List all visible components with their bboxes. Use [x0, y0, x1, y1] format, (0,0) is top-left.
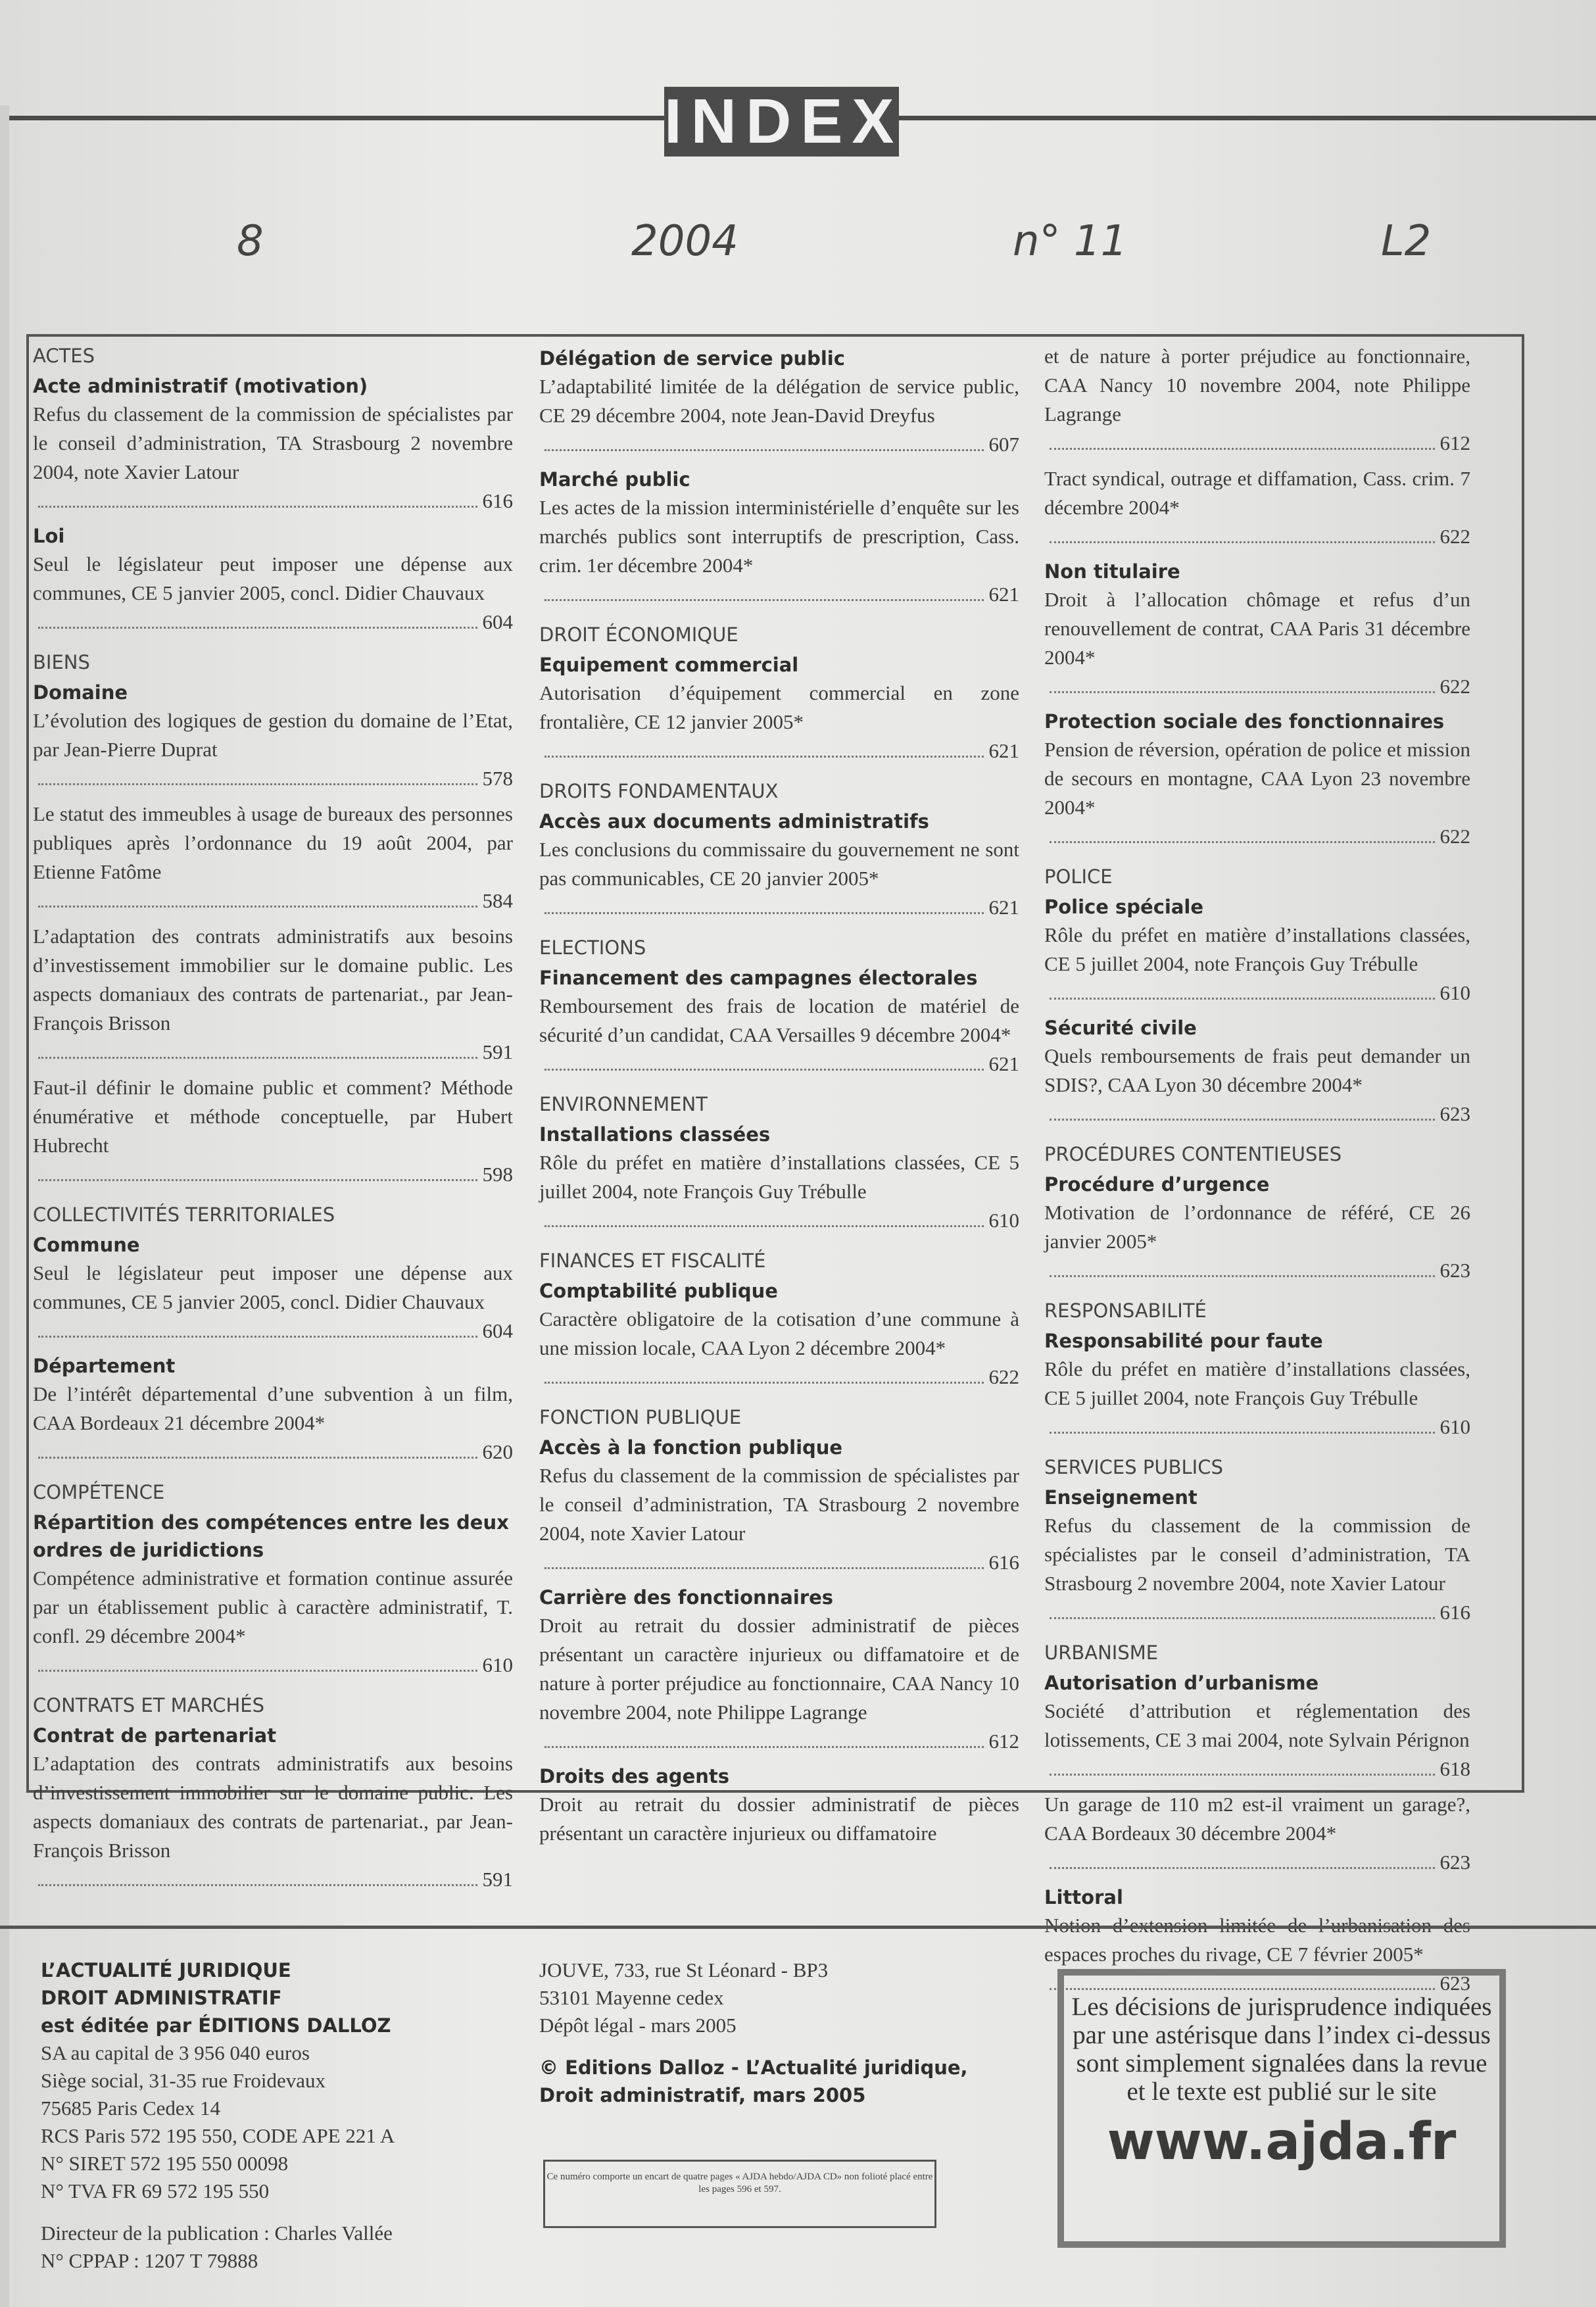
index-entry-text: Les actes de la mission interministérielle d’enquête sur les marchés publics sont interruptifs de prescription, Cass. crim. 1er décembre 2004*	[539, 496, 1019, 577]
index-subheading: Littoral	[1044, 1886, 1123, 1908]
index-subheading: Equipement commercial	[539, 654, 799, 676]
index-entry-text: Société d’attribution et réglementation des lotissements, CE 3 mai 2004, note Sylvain Pérignon	[1044, 1699, 1470, 1751]
index-column-1	[33, 342, 513, 1901]
index-entry-page-line	[539, 1548, 1019, 1577]
index-entry-text: Droit au retrait du dossier administratif de pièces présentant un caractère injurieux ou diffamatoire	[539, 1793, 1019, 1845]
index-entry-page-line	[33, 764, 513, 793]
index-subheading: Domaine	[33, 681, 128, 704]
index-entry-page-number: 604	[482, 1319, 513, 1342]
index-entry-page-number: 623	[1439, 1851, 1470, 1874]
index-entry-page-line	[33, 608, 513, 637]
index-section-heading: RESPONSABILITÉ	[1044, 1299, 1207, 1322]
index-entry-page-number: 616	[1439, 1601, 1470, 1624]
dot-leader	[38, 506, 477, 508]
index-entry-text: L’évolution des logiques de gestion du domaine de l’Etat, par Jean-Pierre Duprat	[33, 709, 513, 761]
index-entry-text: Compétence administrative et formation continue assurée par un établissement public à caractère administratif, T. confl. 29 décembre 2004*	[33, 1566, 513, 1647]
index-entry-text: Rôle du préfet en matière d’installations classées, CE 5 juillet 2004, note François Guy Trébulle	[539, 1151, 1019, 1203]
index-entry-page-line	[539, 430, 1019, 459]
index-entry-text: Seul le législateur peut imposer une dépense aux communes, CE 5 janvier 2005, concl. Didier Chauvaux	[33, 552, 513, 604]
dot-leader	[38, 906, 477, 908]
index-section-heading: URBANISME	[1044, 1641, 1159, 1664]
handwritten-note-4: L2	[1381, 217, 1432, 266]
dot-leader	[544, 449, 984, 451]
index-entry-page-number: 598	[482, 1163, 513, 1186]
index-entry-page-number: 612	[1439, 431, 1470, 454]
index-section-heading: PROCÉDURES CONTENTIEUSES	[1044, 1143, 1342, 1165]
index-entry-text: Tract syndical, outrage et diffamation, Cass. crim. 7 décembre 2004*	[1044, 467, 1470, 519]
index-entry-page-number: 616	[482, 489, 513, 512]
index-entry	[33, 1259, 513, 1346]
index-entry-page-line	[1044, 1413, 1470, 1442]
dot-leader	[544, 1382, 984, 1384]
index-subheading: Enseignement	[1044, 1486, 1197, 1509]
index-entry-page-number: 610	[988, 1209, 1019, 1232]
ajda-website-message: Les décisions de jurisprudence indiquées par une astérisque dans l’index ci-dessus sont simplement signalées dans la revue et le texte est publié sur le site	[1071, 1993, 1492, 2106]
dot-leader	[38, 1670, 477, 1672]
index-subheading: Acte administratif (motivation)	[33, 375, 368, 397]
index-entry-page-number: 620	[482, 1440, 513, 1463]
index-entry	[33, 1749, 513, 1894]
index-entry	[1044, 1355, 1470, 1442]
dot-leader	[1050, 998, 1435, 1000]
index-section-heading: SERVICES PUBLICS	[1044, 1456, 1223, 1478]
index-entry-page-line	[1044, 1256, 1470, 1285]
index-entry	[1044, 585, 1470, 701]
index-entry-text: L’adaptation des contrats administratifs aux besoins d’investissement immobilier sur le domaine public. Les aspects domaniaux des contrats de partenariat., par Jean-François Brisson	[33, 925, 513, 1034]
index-subheading: Procédure d’urgence	[1044, 1173, 1270, 1196]
index-entry-page-line	[539, 580, 1019, 609]
index-entry-page-number: 621	[988, 896, 1019, 919]
index-entry	[1044, 1697, 1470, 1784]
index-entry-text: Quels remboursements de frais peut demander un SDIS?, CAA Lyon 30 décembre 2004*	[1044, 1044, 1470, 1096]
index-column-2	[539, 342, 1019, 1855]
publisher-detail-line: SA au capital de 3 956 040 euros	[41, 2041, 310, 2064]
dot-leader	[544, 1069, 984, 1071]
index-entry	[33, 706, 513, 793]
index-subheading: Département	[33, 1355, 176, 1377]
director-line: Directeur de la publication : Charles Vallée	[41, 2222, 393, 2245]
index-entry-page-number: 623	[1439, 1972, 1470, 1995]
index-subheading: Responsabilité pour faute	[1044, 1330, 1323, 1352]
index-subheading: Financement des campagnes électorales	[539, 967, 978, 989]
index-entry	[1044, 921, 1470, 1008]
index-entry-page-line	[33, 1160, 513, 1189]
index-subheading: Comptabilité publique	[539, 1280, 778, 1302]
dot-leader	[38, 783, 477, 785]
index-entry	[33, 1564, 513, 1680]
index-subheading: Accès aux documents administratifs	[539, 810, 929, 833]
index-subheading: Répartition des compétences entre les deux ordres de juridictions	[33, 1511, 509, 1561]
index-section-heading: FINANCES ET FISCALITÉ	[539, 1250, 766, 1272]
dot-leader	[544, 599, 984, 601]
index-entry-page-line	[1044, 1100, 1470, 1129]
publisher-detail-line: N° SIRET 572 195 550 00098	[41, 2152, 289, 2175]
index-entry	[1044, 1198, 1470, 1285]
publisher-name-line: DROIT ADMINISTRATIF	[41, 1987, 282, 2009]
index-entry-text: Rôle du préfet en matière d’installations classées, CE 5 juillet 2004, note François Guy Trébulle	[1044, 923, 1470, 975]
index-entry-page-number: 622	[988, 1365, 1019, 1388]
dot-leader	[544, 756, 984, 758]
index-entry-page-line	[1044, 1848, 1470, 1877]
dot-leader	[38, 627, 477, 629]
index-entry-page-line	[1044, 429, 1470, 458]
index-subheading: Police spéciale	[1044, 896, 1204, 918]
index-entry-page-number: 578	[482, 767, 513, 790]
printer-info	[539, 1956, 1013, 2109]
footer-rule	[0, 1926, 1596, 1929]
index-entry	[33, 550, 513, 637]
index-entry-text: Pension de réversion, opération de police et mission de secours en montagne, CAA Lyon 23 novembre 2004*	[1044, 738, 1470, 819]
index-entry-page-number: 621	[988, 739, 1019, 762]
index-entry	[1044, 1511, 1470, 1627]
index-entry-page-line	[33, 1438, 513, 1467]
index-entry-page-line	[1044, 979, 1470, 1008]
index-entry-page-number: 610	[1439, 1415, 1470, 1438]
index-entry	[539, 1148, 1019, 1235]
insert-note-box	[543, 2160, 936, 2228]
index-entry-page-line	[539, 737, 1019, 765]
index-section-heading: BIENS	[33, 651, 90, 673]
ajda-website-url[interactable]: www.ajda.fr	[1107, 2112, 1457, 2172]
index-entry-text: espaces proches du rivage, CE 7 février 2005*	[1044, 1943, 1424, 1966]
cppap-line: N° CPPAP : 1207 T 79888	[41, 2249, 258, 2272]
index-entry-text: et de nature à porter préjudice au fonctionnaire, CAA Nancy 10 novembre 2004, note Philippe Lagrange	[1044, 345, 1470, 425]
index-entry	[33, 922, 513, 1067]
index-entry	[33, 800, 513, 915]
handwritten-note-2: 2004	[631, 217, 738, 266]
index-entry-page-line	[1044, 1598, 1470, 1627]
dot-leader	[1050, 1119, 1435, 1121]
index-entry-text: Refus du classement de la commission de spécialistes par le conseil d’administration, TA Strasbourg 2 novembre 2004, note Xavier Latour	[33, 402, 513, 483]
index-entry	[1044, 735, 1470, 851]
index-entry	[539, 835, 1019, 922]
index-entry-page-number: 591	[482, 1040, 513, 1063]
index-entry-text: Seul le législateur peut imposer une dépense aux communes, CE 5 janvier 2005, concl. Didier Chauvaux	[33, 1261, 513, 1313]
index-subheading: Droits des agents	[539, 1765, 730, 1787]
index-entry-text: Autorisation d’équipement commercial en zone frontalière, CE 12 janvier 2005*	[539, 681, 1019, 733]
index-section-heading: DROIT ÉCONOMIQUE	[539, 623, 738, 646]
index-entry-text: Refus du classement de la commission de spécialistes par le conseil d’administration, TA Strasbourg 2 novembre 2004, note Xavier Latour	[1044, 1514, 1470, 1595]
index-entry-page-number: 621	[988, 1052, 1019, 1075]
dot-leader	[1050, 691, 1435, 693]
publisher-info	[41, 1956, 501, 2275]
index-entry-text: L’adaptabilité limitée de la délégation de service public, CE 29 décembre 2004, note Jean-David Dreyfus	[539, 375, 1019, 427]
index-entry-page-line	[539, 1727, 1019, 1756]
index-entry-page-number: 622	[1439, 825, 1470, 848]
publisher-detail-line: RCS Paris 572 195 550, CODE APE 221 A	[41, 2124, 395, 2147]
index-entry-page-line	[33, 886, 513, 915]
index-entry-text: Rôle du préfet en matière d’installations classées, CE 5 juillet 2004, note François Guy Trébulle	[1044, 1357, 1470, 1409]
dot-leader	[1050, 448, 1435, 450]
dot-leader	[38, 1179, 477, 1181]
dot-leader	[1050, 1867, 1435, 1869]
dot-leader	[1050, 1617, 1435, 1619]
index-entry-page-line	[33, 1038, 513, 1067]
publisher-detail-line: N° TVA FR 69 572 195 550	[41, 2179, 270, 2202]
copyright-line: © Editions Dalloz - L’Actualité juridique, Droit administratif, mars 2005	[539, 2056, 968, 2106]
index-subheading: Non titulaire	[1044, 560, 1180, 583]
index-entry	[1044, 342, 1470, 458]
index-entry-page-line	[539, 893, 1019, 922]
dot-leader	[38, 1057, 477, 1059]
index-entry-text: Caractère obligatoire de la cotisation d’une commune à une mission locale, CAA Lyon 2 décembre 2004*	[539, 1307, 1019, 1359]
index-entry-text: Motivation de l’ordonnance de référé, CE 26 janvier 2005*	[1044, 1201, 1470, 1253]
index-title: INDEX	[664, 86, 904, 157]
index-entry	[539, 1461, 1019, 1577]
index-subheading: Délégation de service public	[539, 347, 845, 370]
publisher-name-line: est éditée par ÉDITIONS DALLOZ	[41, 2014, 391, 2037]
printer-line: Dépôt légal - mars 2005	[539, 2014, 737, 2037]
index-entry-page-number: 616	[988, 1551, 1019, 1574]
index-entry-page-line	[33, 487, 513, 516]
index-entry	[539, 493, 1019, 609]
index-entry-page-line	[1044, 522, 1470, 551]
index-entry-page-number: 612	[988, 1730, 1019, 1753]
index-subheading: Loi	[33, 525, 65, 547]
index-section-heading: ENVIRONNEMENT	[539, 1093, 708, 1115]
handwritten-note-3: n° 11	[1013, 217, 1128, 266]
index-entry-page-number: 623	[1439, 1259, 1470, 1282]
index-entry	[539, 1611, 1019, 1756]
index-entry-page-number: 610	[482, 1653, 513, 1676]
index-entry-page-number: 610	[1439, 981, 1470, 1004]
index-entry-text: Droit à l’allocation chômage et refus d’un renouvellement de contrat, CAA Paris 31 décembre 2004*	[1044, 588, 1470, 669]
index-section-heading: ELECTIONS	[539, 936, 646, 959]
index-subheading: Protection sociale des fonctionnaires	[1044, 710, 1445, 733]
index-entry-text: Refus du classement de la commission de spécialistes par le conseil d’administration, TA Strasbourg 2 novembre 2004, note Xavier Latour	[539, 1464, 1019, 1545]
index-section-heading: POLICE	[1044, 865, 1113, 888]
index-section-heading: ACTES	[33, 345, 95, 367]
index-entry-text: L’adaptation des contrats administratifs aux besoins d’investissement immobilier sur le domaine public. Les aspects domaniaux des contrats de partenariat., par Jean-François Brisson	[33, 1752, 513, 1862]
publisher-detail-line: Siège social, 31-35 rue Froidevaux	[41, 2069, 326, 2092]
dot-leader	[544, 1567, 984, 1569]
index-subheading: Autorisation d’urbanisme	[1044, 1672, 1319, 1694]
index-entry	[539, 372, 1019, 459]
index-entry-page-number: 591	[482, 1868, 513, 1891]
index-subheading: Commune	[33, 1234, 140, 1256]
page-binding-edge	[0, 105, 9, 2307]
dot-leader	[1050, 1774, 1435, 1776]
printer-line: 53101 Mayenne cedex	[539, 1986, 724, 2009]
index-entry-page-line	[1044, 822, 1470, 851]
dot-leader	[1050, 841, 1435, 843]
index-subheading: Marché public	[539, 468, 690, 491]
index-entry-page-line	[33, 1651, 513, 1680]
index-entry-page-line	[33, 1865, 513, 1894]
index-entry	[1044, 1790, 1470, 1877]
index-entry-page-line	[539, 1206, 1019, 1235]
index-subheading: Sécurité civile	[1044, 1017, 1197, 1039]
index-entry	[539, 679, 1019, 765]
handwritten-note-1: 8	[237, 217, 264, 266]
index-entry-page-number: 584	[482, 889, 513, 912]
index-entry-page-number: 604	[482, 610, 513, 633]
index-entry-text: Droit au retrait du dossier administratif de pièces présentant un caractère injurieux ou diffamatoire et de nature à porter préjudice au fonctionnaire, CAA Nancy 10 novembre 2004, note Philippe Lagrange	[539, 1614, 1019, 1724]
dot-leader	[544, 1225, 984, 1227]
index-entry-page-number: 623	[1439, 1102, 1470, 1125]
index-entry	[33, 400, 513, 516]
index-subheading: Accès à la fonction publique	[539, 1436, 843, 1459]
index-entry-page-line	[1044, 1755, 1470, 1784]
index-entry	[1044, 464, 1470, 551]
index-section-heading: CONTRATS ET MARCHÉS	[33, 1694, 264, 1716]
index-column-3	[1044, 342, 1470, 2004]
index-subheading: Contrat de partenariat	[33, 1724, 277, 1747]
index-section-heading: COMPÉTENCE	[33, 1481, 165, 1503]
index-entry-page-number: 621	[988, 583, 1019, 606]
index-entry-page-line	[539, 1050, 1019, 1079]
printer-line: JOUVE, 733, rue St Léonard - BP3	[539, 1958, 829, 1981]
index-entry-text: Les conclusions du commissaire du gouvernement ne sont pas communicables, CE 20 janvier 2005*	[539, 838, 1019, 890]
index-section-heading: COLLECTIVITÉS TERRITORIALES	[33, 1203, 335, 1226]
index-entry-text: Le statut des immeubles à usage de bureaux des personnes publiques après l’ordonnance du 19 août 2004, par Etienne Fatôme	[33, 802, 513, 883]
dot-leader	[544, 1746, 984, 1748]
index-entry-page-number: 622	[1439, 675, 1470, 698]
publisher-detail-line: 75685 Paris Cedex 14	[41, 2097, 220, 2120]
dot-leader	[1050, 541, 1435, 543]
index-subheading: Installations classées	[539, 1123, 771, 1146]
index-entry-page-line	[1044, 672, 1470, 701]
index-section-heading: DROITS FONDAMENTAUX	[539, 780, 779, 802]
index-entry-text: Faut-il définir le domaine public et comment? Méthode énumérative et méthode conceptuelle, par Hubert Hubrecht	[33, 1076, 513, 1157]
index-entry	[539, 1790, 1019, 1848]
index-entry	[33, 1380, 513, 1467]
index-entry	[33, 1073, 513, 1189]
index-entry	[539, 992, 1019, 1079]
publisher-name-line: L’ACTUALITÉ JURIDIQUE	[41, 1959, 291, 1981]
index-entry-page-number: 607	[988, 433, 1019, 456]
index-entry-page-number: 618	[1439, 1757, 1470, 1780]
dot-leader	[38, 1457, 477, 1459]
index-entry-text: Un garage de 110 m2 est-il vraiment un garage?, CAA Bordeaux 30 décembre 2004*	[1044, 1793, 1470, 1845]
insert-note-text: Ce numéro comporte un encart de quatre pages « AJDA hebdo/AJDA CD» non folioté placé entre les pages 596 et 597.	[546, 2172, 933, 2195]
index-entry-page-line	[539, 1363, 1019, 1392]
index-entry-text: De l’intérêt départemental d’une subvention à un film, CAA Bordeaux 21 décembre 2004*	[33, 1382, 513, 1434]
index-entry-page-number: 622	[1439, 525, 1470, 548]
index-subheading: Carrière des fonctionnaires	[539, 1586, 834, 1609]
dot-leader	[544, 912, 984, 914]
index-entry	[1044, 1042, 1470, 1129]
ajda-website-box	[1057, 1969, 1506, 2248]
index-entry	[539, 1305, 1019, 1392]
index-section-heading: FONCTION PUBLIQUE	[539, 1406, 742, 1428]
index-entry-text: Remboursement des frais de location de matériel de sécurité d’un candidat, CAA Versailles 9 décembre 2004*	[539, 994, 1019, 1046]
dot-leader	[1050, 1432, 1435, 1434]
dot-leader	[38, 1336, 477, 1338]
dot-leader	[38, 1884, 477, 1886]
dot-leader	[1050, 1275, 1435, 1277]
index-entry-page-line	[33, 1317, 513, 1346]
